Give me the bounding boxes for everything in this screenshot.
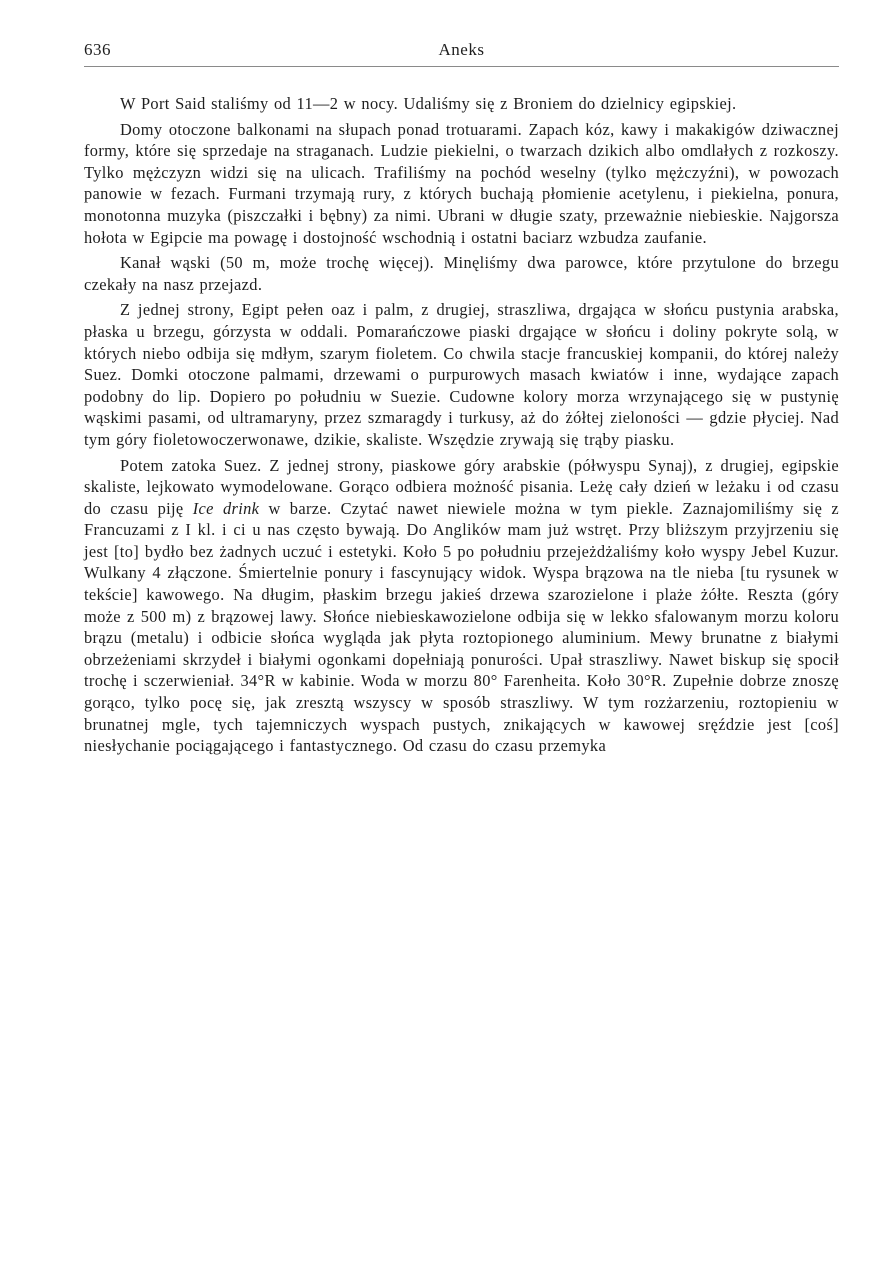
page-number: 636 — [84, 40, 111, 59]
body-text — [84, 93, 839, 761]
paragraph-text-start: Potem zatoka Suez. Z jednej strony, piaskowe góry arabskie (półwyspu Synaj), z drugiej, egipskie skaliste, lejkowato wymodelowane. Gorąco odbiera możność pisania. Leżę cały dzień w leżaku i od czasu do czasu piję — [84, 455, 839, 518]
header-rule — [84, 66, 839, 67]
italic-phrase: Ice drink — [192, 498, 260, 518]
paragraph-port-said: W Port Said staliśmy od 11—2 w nocy. Udaliśmy się z Broniem do dzielnicy egipskiej. — [120, 94, 737, 113]
paragraph-gulf-of-suez — [84, 455, 839, 757]
paragraph-egyptian-quarter: Domy otoczone balkonami na słupach ponad trotuarami. Zapach kóz, kawy i makakigów dziwacznej formy, które się sprzedaje na straganach. Ludzie piekielni, o twarzach dzikich albo omdlałych z rozkoszy. Tylko mężczyzn widzi się na ulicach. Trafiliśmy na pochód weselny (tylko mężczyźni), w powozach panowie w fezach. Furmani trzymają rury, z których buchają płomienie acetylenu, i piekielna, ponura, monotonna muzyka (piszczałki i bębny) za nimi. Ubrani w długie szaty, przeważnie niebieskie. Najgorsza hołota w Egipcie ma powagę i dostojność wschodnią i ostatni baciarz wzbudza zaufanie. — [84, 119, 839, 247]
running-title: Aneks — [438, 40, 485, 59]
running-head — [84, 40, 839, 64]
paragraph-egypt-desert: Z jednej strony, Egipt pełen oaz i palm, z drugiej, straszliwa, drgająca w słońcu pustynia arabska, płaska u brzegu, górzysta w oddali. Pomarańczowe piaski drgające w słońcu i doliny pokryte solą, w których niebo odbija się mdłym, szarym fioletem. Co chwila stacje francuskiej kompanii, do której należy Suez. Domki otoczone palmami, drzewami o purpurowych masach kwiatów i inne, wydające zapach podobny do lip. Dopiero po południu w Suezie. Cudowne kolory morza wrzynającego się w pustynię wąskimi pasami, od ultramaryny, przez szmaragdy i turkusy, aż do żółtej zieloności — gdzie płyciej. Nad tym góry fioletowoczerwonawe, dzikie, skaliste. Wszędzie zrywają się trąby piasku. — [84, 300, 839, 449]
paragraph-text-end: w barze. Czytać nawet niewiele można w tym piekle. Zaznajomiliśmy się z Francuzami z I kl. i ci u nas często bywają. Do Anglików mam już wstręt. Przy bliższym przyjrzeniu się jest [to] bydło bez żadnych uczuć i estetyki. Koło 5 po południu przejeżdżaliśmy koło wyspy Jebel Kuzur. Wulkany 4 złączone. Śmiertelnie ponury i fascynujący widok. Wyspa brązowa na tle nieba [tu rysunek w tekście] kawowego. Na długim, płaskim brzegu jakieś drzewa szarozielone i plaże żółte. Reszta (góry może z 500 m) z brązowej lawy. Słońce niebieskawozielone odbija się w lekko sfalowanym morzu koloru brązu (metalu) i odbicie słońca wygląda jak płyta roztopionego aluminium. Mewy brunatne z białymi obrzeżeniami skrzydeł i białymi ogonkami dopełniają ponurości. Upał straszliwy. Nawet biskup się spocił trochę i sczerwieniał. 34°R w kabinie. Woda w morzu 80° Farenheita. Koło 30°R. Zupełnie dobrze znoszę gorąco, tylko pocę się, jak zresztą wszyscy w sposób straszliwy. W tym rozżarzeniu, roztopieniu w brunatnej mgle, tych tajemniczych wyspach pustych, znikających w kawowej sręździe jest [coś] niesłychanie pociągającego i fantastycznego. Od czasu do czasu przemyka — [84, 498, 839, 756]
paragraph-canal: Kanał wąski (50 m, może trochę więcej). Minęliśmy dwa parowce, które przytulone do brzegu czekały na nasz przejazd. — [84, 253, 839, 294]
